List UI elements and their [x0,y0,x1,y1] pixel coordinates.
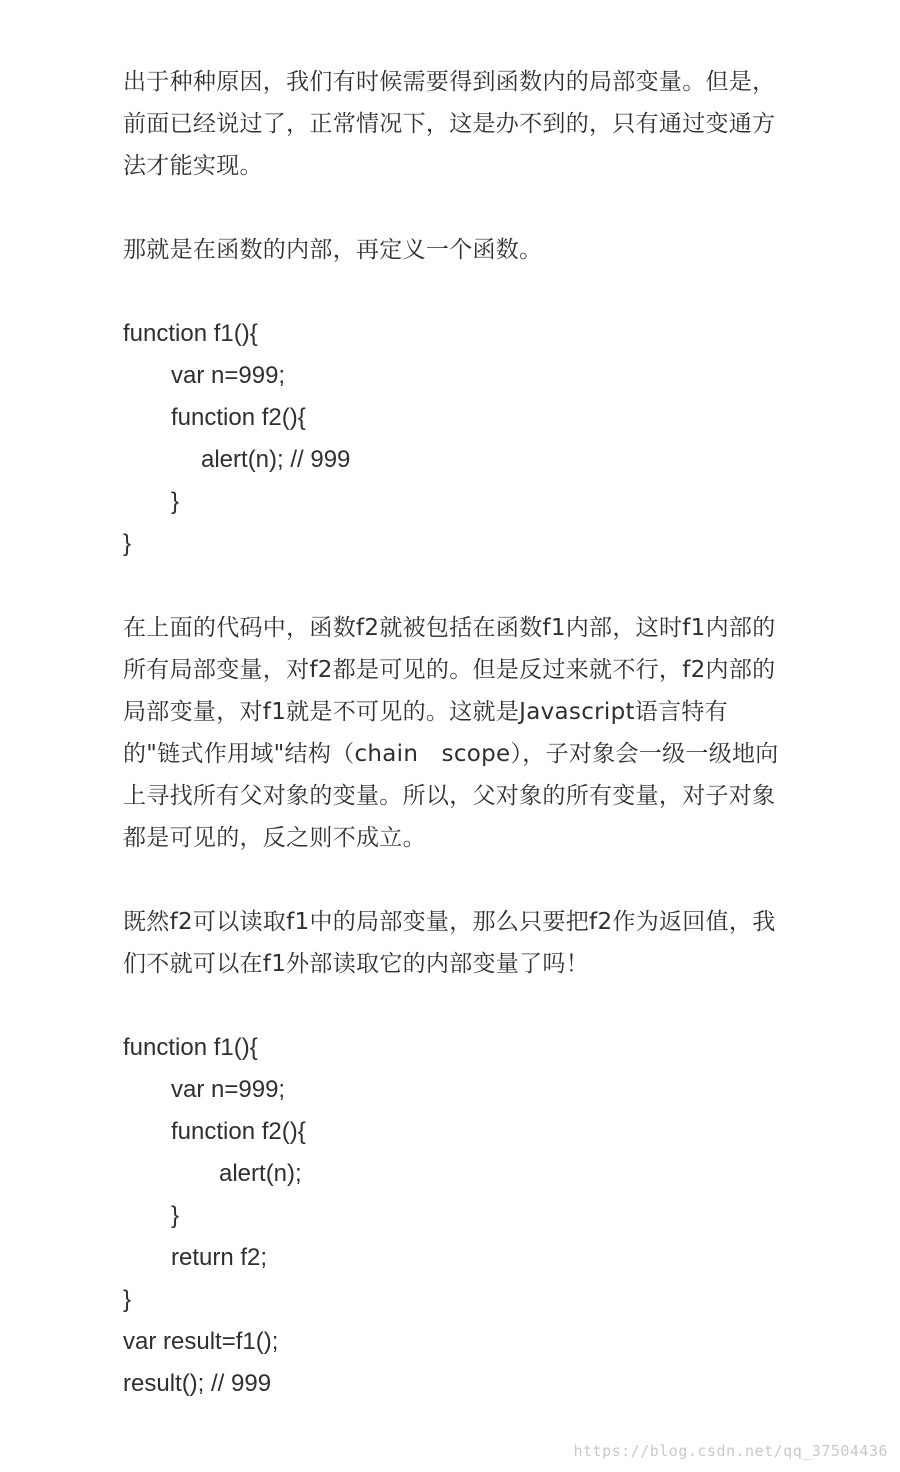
code-line: alert(n); // 999 [201,446,351,473]
paragraph-return-f2: 既然f2可以读取f1中的局部变量，那么只要把f2作为返回值，我们不就可以在f1外部读取它的内部变量了吗！ [123,909,776,977]
code-line: result(); // 999 [123,1370,272,1397]
code-line: alert(n); [219,1160,302,1187]
watermark: https://blog.csdn.net/qq_37504436 [573,1442,888,1460]
paragraph-scope-chain: 在上面的代码中，函数f2就被包括在函数f1内部，这时f1内部的所有局部变量，对f2都是可见的。但是反过来就不行，f2内部的局部变量，对f1就是不可见的。这就是Javascript语言特有的"链式作用域"结构（chain scope），子对象会一级一级地向上寻找所有父对象的变量。所以，父对象的所有变量，对子对象都是可见的，反之则不成立。 [123,615,779,851]
paragraph-intro: 出于种种原因，我们有时候需要得到函数内的局部变量。但是，前面已经说过了，正常情况下，这是办不到的，只有通过变通方法才能实现。 [123,69,776,179]
paragraph-gap [123,985,783,1027]
paragraph-define-inner-function: 那就是在函数的内部，再定义一个函数。 [123,237,543,263]
paragraph-gap [123,271,783,313]
code-line: } [123,1286,132,1313]
code-line: } [171,488,180,515]
code-line: } [123,530,132,557]
code-line: function f2(){ [171,1118,306,1145]
article-body [123,61,783,1405]
code-block-1 [123,313,783,565]
paragraph-gap [123,859,783,901]
code-block-2 [123,1027,783,1405]
code-line: var result=f1(); [123,1328,279,1355]
code-line: function f1(){ [123,320,258,347]
code-line: var n=999; [171,362,286,389]
code-line: } [171,1202,180,1229]
code-line: function f1(){ [123,1034,258,1061]
code-line: var n=999; [171,1076,286,1103]
code-line: return f2; [171,1244,268,1271]
code-line: function f2(){ [171,404,306,431]
paragraph-gap [123,187,783,229]
paragraph-gap [123,565,783,607]
